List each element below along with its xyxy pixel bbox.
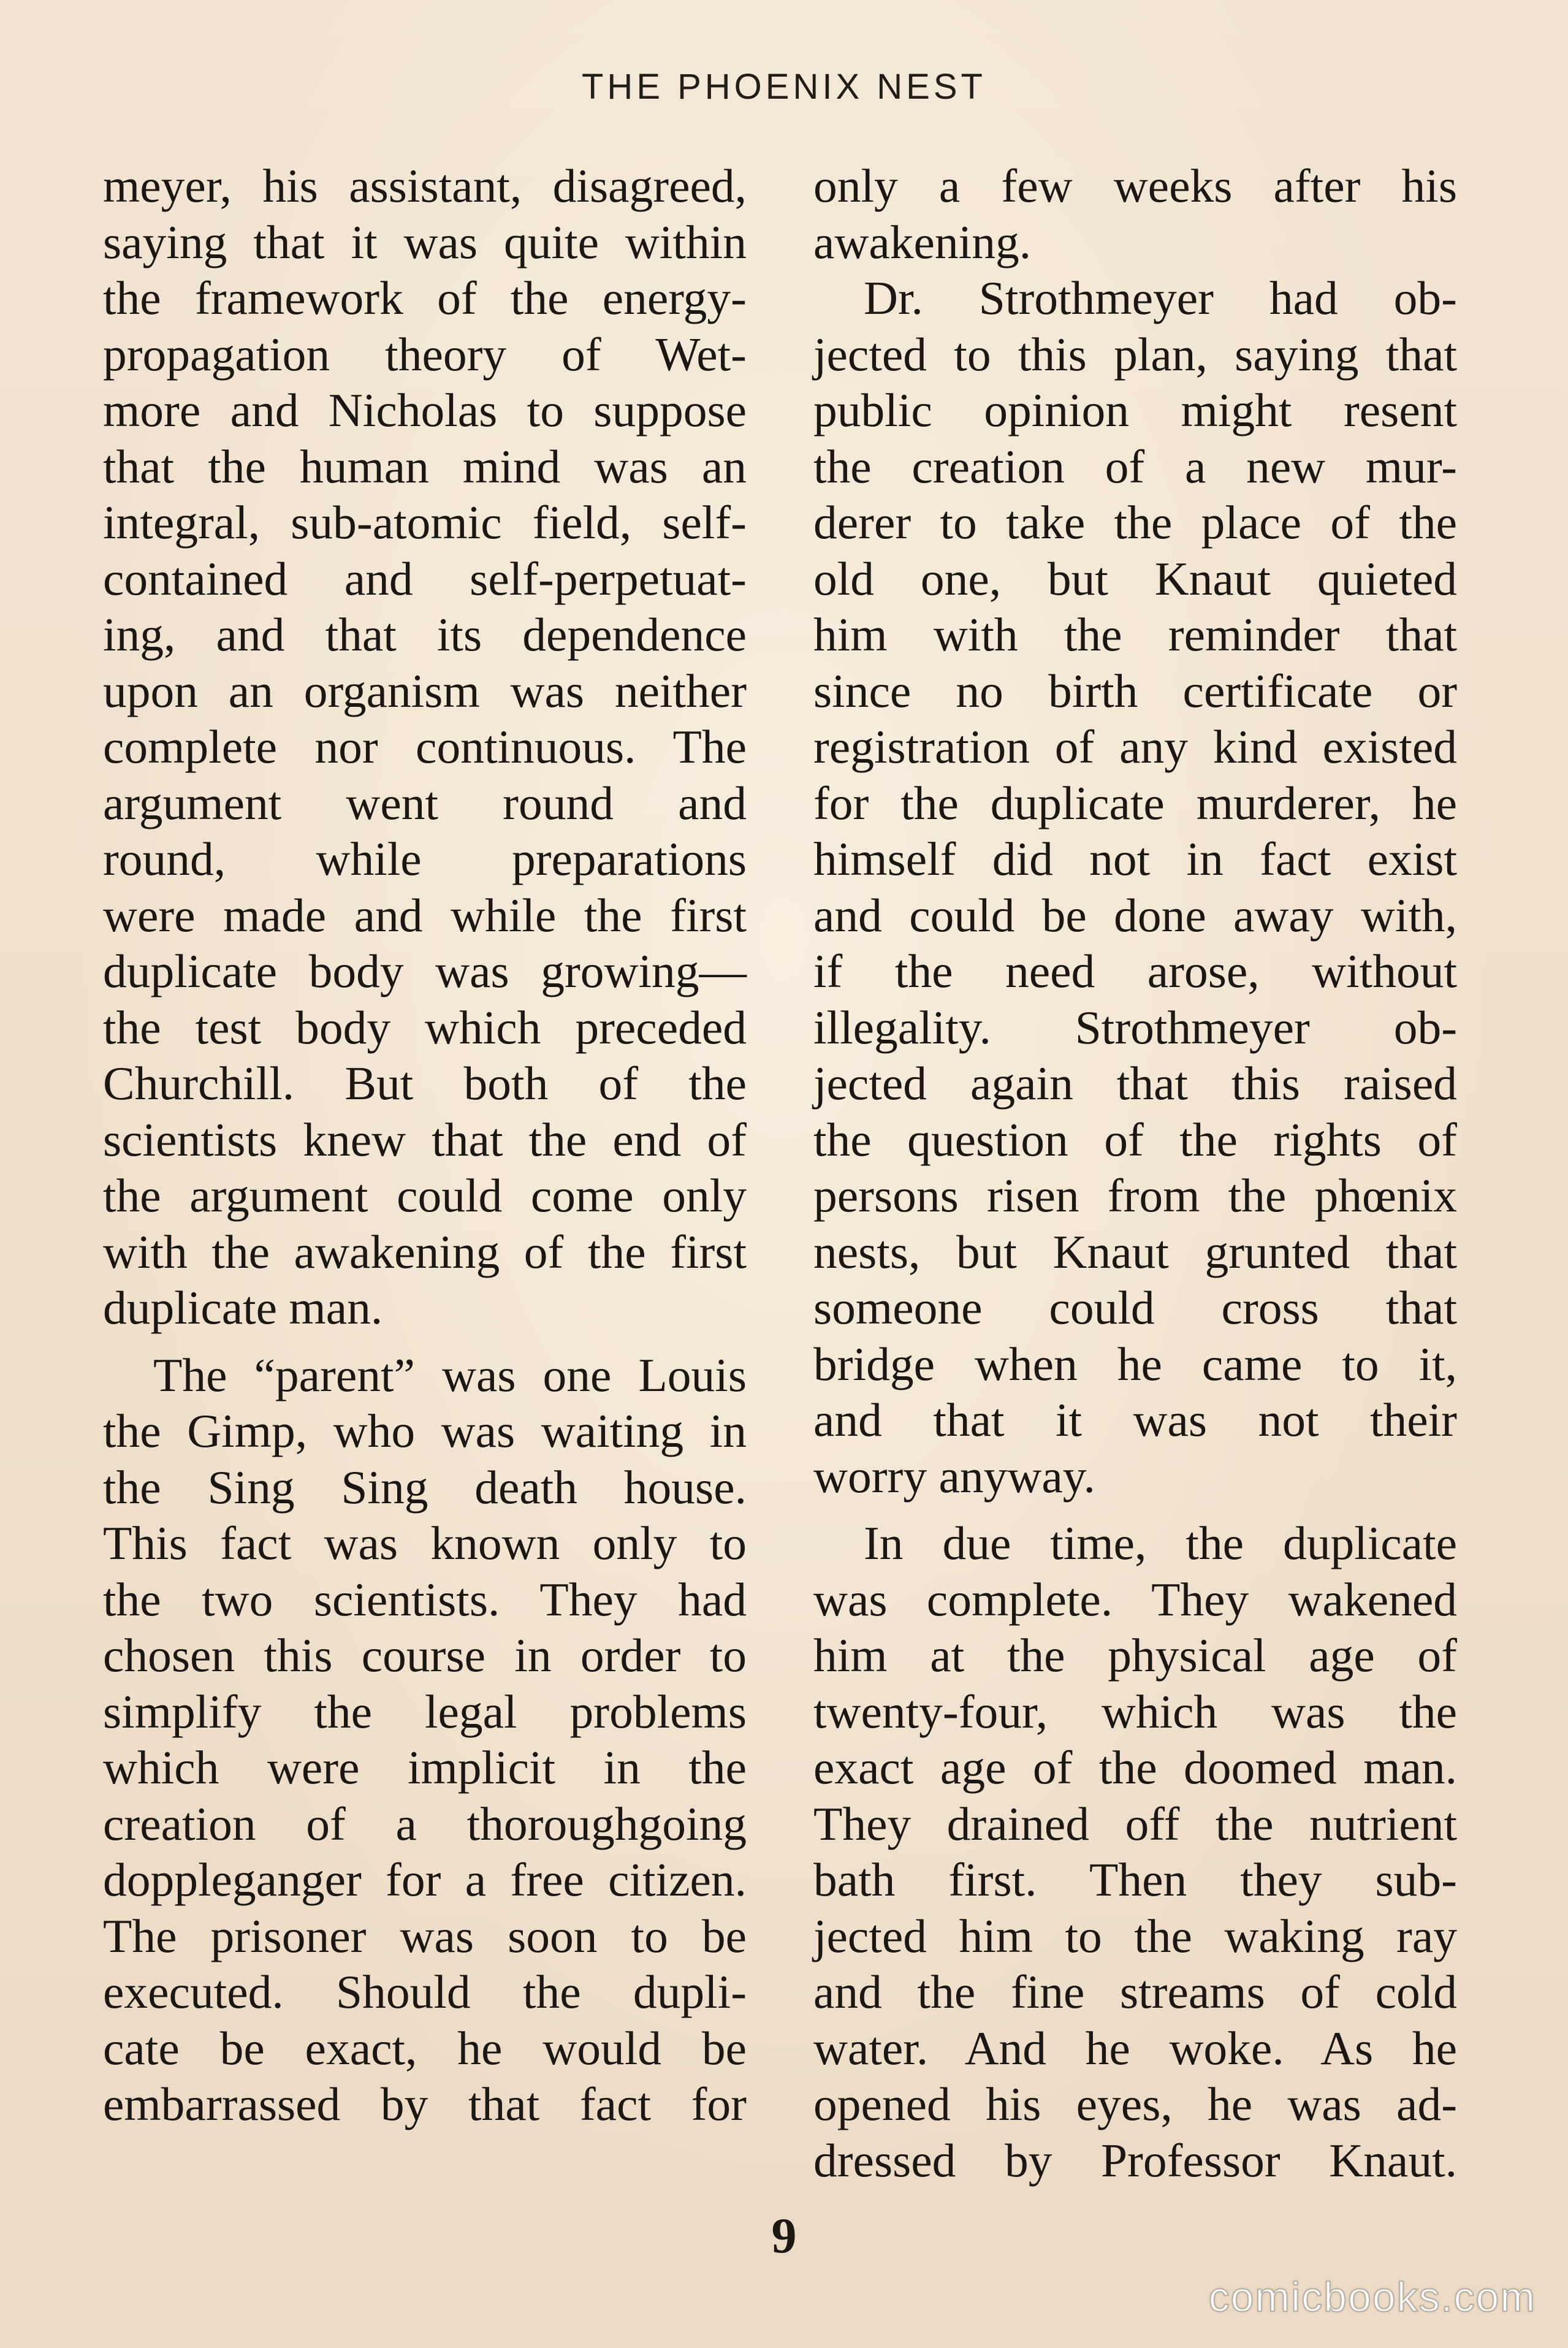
text-line: and could be done away with, <box>813 888 1457 942</box>
text-line: upon an organism was neither <box>103 664 747 717</box>
text-line: complete nor continuous. The <box>103 720 747 773</box>
text-line: nests, but Knaut grunted that <box>813 1225 1457 1278</box>
page-number: 9 <box>771 2208 797 2263</box>
text-line: propagation theory of Wet- <box>103 327 747 381</box>
text-line: the argument could come only <box>103 1169 747 1222</box>
text-line: jected to this plan, saying that <box>813 327 1457 381</box>
text-line: the Gimp, who was waiting in <box>103 1405 747 1457</box>
text-line: was complete. They wakened <box>813 1572 1457 1626</box>
text-line: ing, and that its dependence <box>103 608 747 661</box>
text-line: contained and self-perpetuat- <box>103 552 747 605</box>
paragraph-gap <box>813 1504 1457 1515</box>
text-line: The prisoner was soon to be <box>103 1909 747 1962</box>
text-line: the framework of the energy- <box>103 272 747 324</box>
text-line: They drained off the nutrient <box>813 1797 1457 1850</box>
text-line: since no birth certificate or <box>813 664 1457 717</box>
text-line: The “parent” was one Louis <box>153 1348 747 1401</box>
text-line: the creation of a new mur- <box>813 440 1457 493</box>
left-column <box>103 158 747 2133</box>
text-line: and the fine streams of cold <box>813 1965 1457 2018</box>
text-line: that the human mind was an <box>103 440 747 493</box>
text-line: executed. Should the dupli- <box>103 1965 747 2018</box>
text-line: him with the reminder that <box>813 608 1457 661</box>
right-column <box>813 158 1457 2189</box>
text-line: which were implicit in the <box>103 1741 747 1794</box>
text-line: In due time, the duplicate <box>864 1517 1457 1569</box>
text-line: water. And he woke. As he <box>813 2021 1457 2075</box>
paragraph-gap <box>103 1336 747 1347</box>
text-line: creation of a thoroughgoing <box>103 1797 747 1850</box>
text-line: someone could cross that <box>813 1281 1457 1334</box>
text-line: This fact was known only to <box>103 1517 747 1569</box>
text-line: opened his eyes, he was ad- <box>813 2078 1457 2130</box>
text-line: worry anyway. <box>813 1449 1095 1503</box>
text-line: and that it was not their <box>813 1393 1457 1446</box>
text-line: persons risen from the phœnix <box>813 1169 1457 1222</box>
text-line: old one, but Knaut quieted <box>813 552 1457 605</box>
text-line: chosen this course in order to <box>103 1629 747 1682</box>
text-line: round, while preparations <box>103 833 747 885</box>
text-line: simplify the legal problems <box>103 1685 747 1738</box>
text-line: only a few weeks after his <box>813 159 1457 212</box>
text-line: for the duplicate murderer, he <box>813 776 1457 829</box>
text-line: awakening. <box>813 215 1032 269</box>
text-line: jected again that this raised <box>813 1057 1457 1110</box>
text-line: twenty-four, which was the <box>813 1685 1457 1738</box>
text-line: bridge when he came to it, <box>813 1337 1457 1390</box>
text-line: saying that it was quite within <box>103 215 747 269</box>
text-line: the Sing Sing death house. <box>103 1460 747 1514</box>
text-line: more and Nicholas to suppose <box>103 384 747 436</box>
running-head: THE PHOENIX NEST <box>582 67 986 107</box>
text-line: were made and while the first <box>103 888 747 942</box>
text-line: illegality. Strothmeyer ob- <box>813 1001 1457 1054</box>
text-line: bath first. Then they sub- <box>813 1853 1457 1906</box>
text-line: derer to take the place of the <box>813 496 1457 549</box>
text-line: doppleganger for a free citizen. <box>103 1853 747 1906</box>
watermark-logo: comicbooks.com <box>1208 2274 1536 2320</box>
text-line: him at the physical age of <box>813 1629 1457 1682</box>
text-line: exact age of the doomed man. <box>813 1741 1457 1794</box>
text-line: jected him to the waking ray <box>813 1909 1457 1962</box>
text-line: scientists knew that the end of <box>103 1113 747 1166</box>
text-line: duplicate body was growing— <box>103 945 747 997</box>
text-line: with the awakening of the first <box>103 1225 747 1278</box>
text-line: himself did not in fact exist <box>813 833 1457 885</box>
text-line: if the need arose, without <box>813 945 1457 997</box>
text-line: public opinion might resent <box>813 384 1457 436</box>
text-line: the two scientists. They had <box>103 1572 747 1626</box>
text-line: argument went round and <box>103 776 747 829</box>
text-line: Dr. Strothmeyer had ob- <box>864 272 1457 324</box>
text-line: integral, sub-atomic field, self- <box>103 496 747 549</box>
text-line: duplicate man. <box>103 1281 383 1334</box>
text-line: the test body which preceded <box>103 1001 747 1054</box>
text-line: registration of any kind existed <box>813 720 1457 773</box>
text-line: the question of the rights of <box>813 1113 1457 1166</box>
text-line: Churchill. But both of the <box>103 1057 747 1110</box>
text-line: cate be exact, he would be <box>103 2021 747 2075</box>
text-line: dressed by Professor Knaut. <box>813 2133 1457 2187</box>
text-line: embarrassed by that fact for <box>103 2078 747 2130</box>
text-line: meyer, his assistant, disagreed, <box>103 159 747 212</box>
